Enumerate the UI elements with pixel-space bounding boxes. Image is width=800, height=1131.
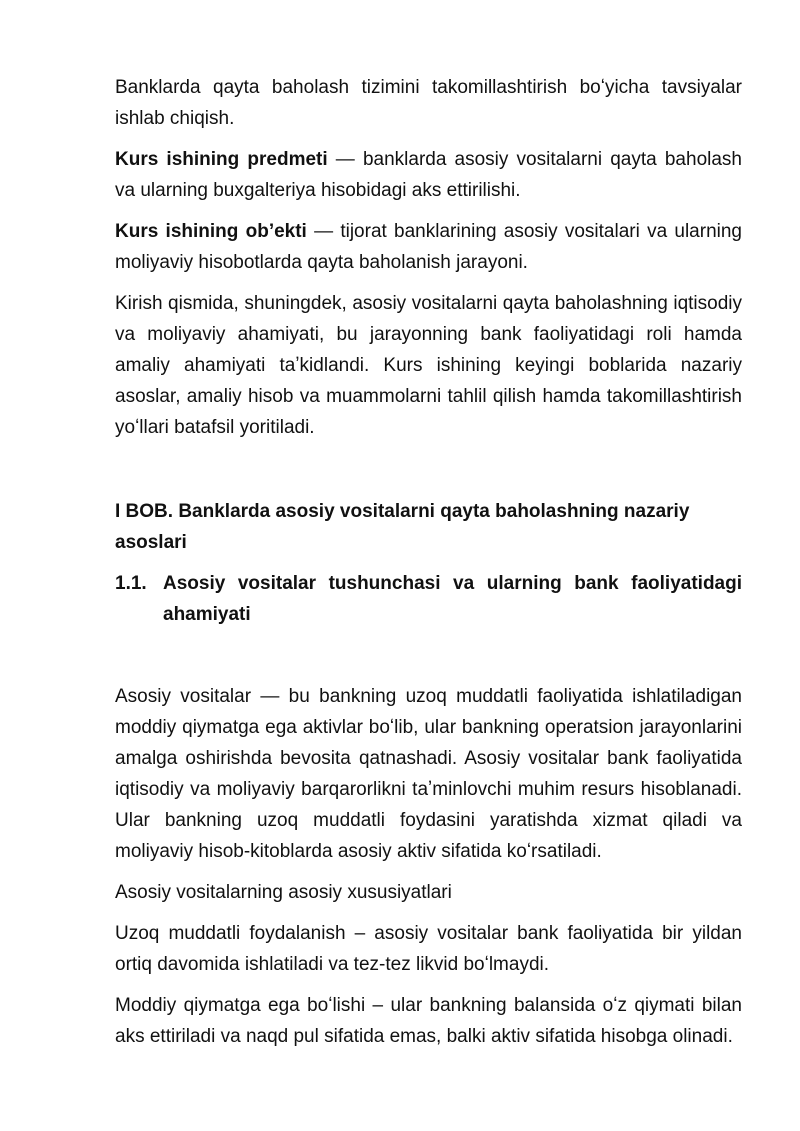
document-page — [115, 72, 742, 1062]
subject-label: Kurs ishining predmeti — [115, 149, 328, 170]
subject-paragraph — [115, 144, 742, 206]
section-number: 1.1. — [115, 573, 147, 594]
introduction-summary-paragraph: Kirish qismida, shuningdek, asosiy vositalarni qayta baholashning iqtisodiy va moliyaviy ahamiyati, bu jarayonning bank faoliyatidagi roli hamda amaliy ahamiyati taʼkidlandi. Kurs ishining keyingi boblarida nazariy asoslar, amaliy hisob va muammolarni tahlil qilish hamda takomillashtirish yoʻllari batafsil yoritiladi. — [115, 293, 742, 438]
material-value-paragraph: Moddiy qiymatga ega boʻlishi – ular bankning balansida oʻz qiymati bilan aks ettiriladi va naqd pul sifatida emas, balki aktiv sifatida hisobga olinadi. — [115, 995, 742, 1047]
object-text: — tijorat banklarining asosiy vositalari va ularning moliyaviy hisobotlarda qayta baholanish jarayoni. — [115, 221, 742, 273]
object-paragraph — [115, 216, 742, 278]
section-spacer — [115, 630, 742, 681]
section-title: Asosiy vositalar tushunchasi va ularning bank faoliyatidagi ahamiyati — [163, 573, 742, 625]
definition-paragraph: Asosiy vositalar — bu bankning uzoq muddatli faoliyatida ishlatiladigan moddiy qiymatga ega aktivlar boʻlib, ular bankning operatsion jarayonlarini amalga oshirishda bevosita qatnashadi. Asosiy vositalar bank faoliyatida iqtisodiy va moliyaviy barqarorlikni taʼminlovchi muhim resurs hisoblanadi. Ular bankning uzoq muddatli foydasini yaratishda xizmat qiladi va moliyaviy hisob-kitoblarda asosiy aktiv sifatida koʻrsatiladi. — [115, 686, 742, 862]
chapter-heading: I BOB. Banklarda asosiy vositalarni qayta baholashning nazariy asoslari — [115, 501, 690, 553]
section-heading — [115, 568, 742, 630]
subject-text: — banklarda asosiy vositalarni qayta baholash va ularning buxgalteriya hisobidagi aks ettirilishi. — [115, 149, 742, 201]
long-term-use-paragraph: Uzoq muddatli foydalanish – asosiy vositalar bank faoliyatida bir yildan ortiq davomida ishlatiladi va tez-tez likvid boʻlmaydi. — [115, 923, 742, 975]
object-label: Kurs ishining obʼekti — [115, 221, 307, 242]
recommendations-paragraph: Banklarda qayta baholash tizimini takomillashtirish boʻyicha tavsiyalar ishlab chiqish. — [115, 77, 742, 129]
features-heading-paragraph: Asosiy vositalarning asosiy xususiyatlari — [115, 882, 452, 903]
